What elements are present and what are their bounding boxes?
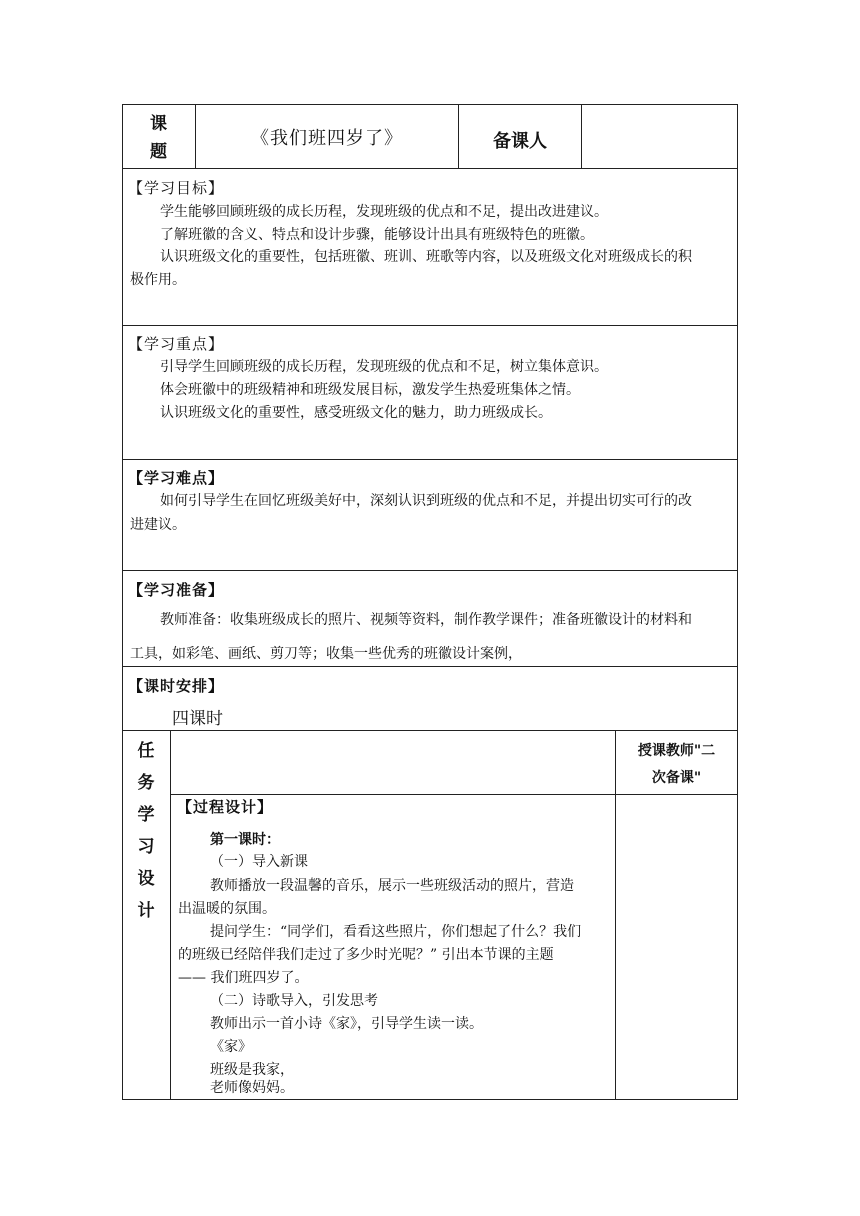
side-label-char: 计 [137,901,155,921]
objective-line: 了解班徽的含义、特点和设计步骤，能够设计出具有班级特色的班徽。 [160,227,594,243]
objective-line: 认识班级文化的重要性，包括班徽、班训、班歌等内容，以及班级文化对班级成长的积 [160,249,692,265]
process-line: （一）导入新课 [210,854,308,870]
topic-label-line: 题 [150,142,167,162]
key-points-heading: 【学习重点】 [128,335,225,353]
objective-line: 学生能够回顾班级的成长历程，发现班级的优点和不足，提出改进建议。 [160,204,608,220]
side-label-char: 习 [137,837,155,857]
table-border-top [122,104,738,105]
lesson-one-title: 第一课时： [210,832,280,848]
lesson-title: 《我们班四岁了》 [251,128,403,149]
table-border-right [737,104,738,1100]
process-heading: 【过程设计】 [177,798,274,816]
process-line: 出温暖的氛围。 [178,901,276,917]
design-side-label [132,738,160,930]
divider [122,459,738,460]
divider [122,730,738,731]
key-point-line: 引导学生回顾班级的成长历程，发现班级的优点和不足，树立集体意识。 [160,359,608,375]
topic-label-line: 课 [150,114,167,134]
side-label-char: 设 [137,869,155,889]
key-point-line: 体会班徽中的班级精神和班级发展目标，激发学生热爱班集体之情。 [160,382,580,398]
process-line: 老师像妈妈。 [210,1080,294,1096]
teacher-notes-line: 次备课" [651,770,702,786]
side-label-char: 任 [137,741,155,761]
divider [122,325,738,326]
side-label-char: 学 [137,805,155,825]
difficulties-heading: 【学习难点】 [128,469,225,487]
teacher-notes-line: 授课教师"二 [637,743,716,759]
preparation-line: 教师准备：收集班级成长的照片、视频等资料，制作教学课件；准备班徽设计的材料和 [160,612,692,628]
divider [122,570,738,571]
topic-label [122,110,195,166]
preparer-label: 备课人 [493,131,547,152]
process-line: 提问学生：“同学们，看看这些照片，你们想起了什么？我们 [210,924,582,940]
schedule-heading: 【课时安排】 [128,677,225,695]
divider [122,666,738,667]
objective-line: 极作用。 [130,272,186,288]
process-line: 教师播放一段温馨的音乐，展示一些班级活动的照片，营造 [210,878,574,894]
preparation-line: 工具，如彩笔、画纸、剪刀等；收集一些优秀的班徽设计案例， [130,646,522,662]
key-point-line: 认识班级文化的重要性，感受班级文化的魅力，助力班级成长。 [160,405,552,421]
divider [581,104,582,168]
divider [122,168,738,169]
process-line: （二）诗歌导入，引发思考 [210,993,378,1009]
process-line: —— 我们班四岁了。 [178,970,309,986]
divider [170,730,171,1100]
process-line: 的班级已经陪伴我们走过了多少时光呢？” 引出本节课的主题 [178,947,554,963]
side-label-char: 务 [137,773,155,793]
schedule-value: 四课时 [172,709,223,729]
difficulty-line: 进建议。 [130,517,186,533]
process-line: 《家》 [210,1039,252,1055]
teacher-notes-header [616,738,737,792]
preparation-heading: 【学习准备】 [128,581,225,599]
objectives-heading: 【学习目标】 [128,179,225,197]
table-border-left [122,104,123,1100]
difficulty-line: 如何引导学生在回忆班级美好中，深刻认识到班级的优点和不足，并提出切实可行的改 [160,493,692,509]
process-line: 班级是我家， [210,1062,294,1078]
process-line: 教师出示一首小诗《家》，引导学生读一读。 [210,1016,483,1032]
divider [170,794,737,795]
